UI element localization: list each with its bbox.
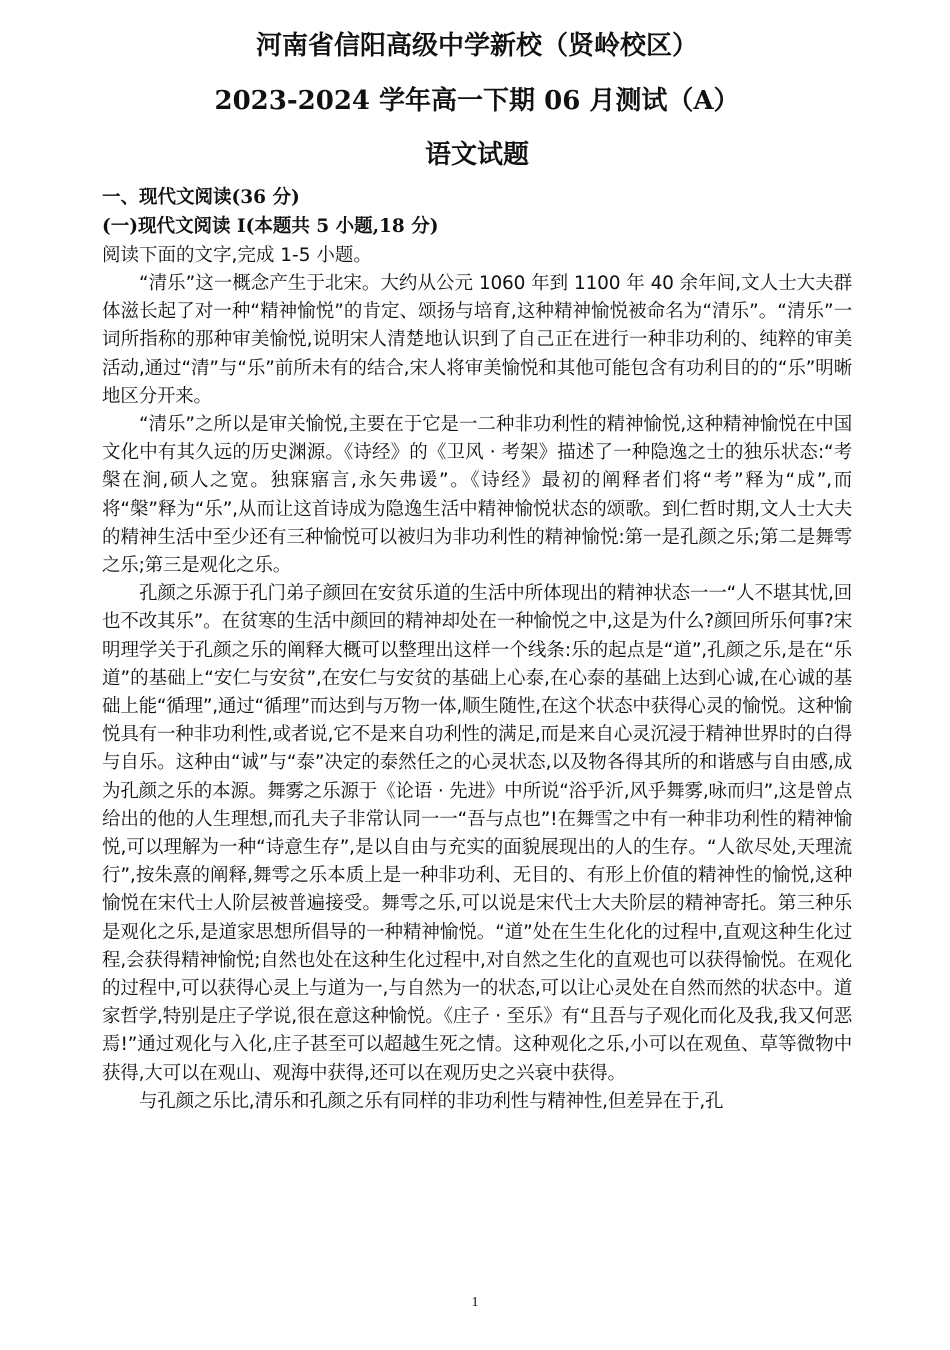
paragraph-2: “清乐”之所以是审关愉悦,主要在于它是一二种非功利性的精神愉悦,这种精神愉悦在中国文化中有其久远的历史渊源。《诗经》的《卫风 · 考架》描述了一种隐逸之士的独乐状态:“考槃在涧,硕人之宽。独寐寤言,永矢弗谖”。《诗经》最初的阐释者们将“考”释为“成”,而将“槃”释为“乐”,从而让这首诗成为隐逸生活中精神愉悦状态的颂歌。到仁哲时期,文人士大夫的精神生活中至少还有三种愉悦可以被归为非功利性的精神愉悦:第一是孔颜之乐;第二是舞雩之乐;第三是观化之乐。: [102, 414, 852, 577]
page-number: 1: [471, 1295, 479, 1310]
paragraph-4: 与孔颜之乐比,清乐和孔颜之乐有同样的非功利性与精神性,但差异在于,孔: [139, 1090, 724, 1112]
subject-title: 语文试题: [424, 140, 529, 170]
reading-instruction: 阅读下面的文字,完成 1-5 小题。: [102, 245, 372, 266]
paragraph-1: “清乐”这一概念产生于北宋。大约从公元 1060 年到 1100 年 40 余年间,文人士大夫群体滋长起了对一种“精神愉悦”的肯定、颂扬与培育,这种精神愉悦被命名为“清乐”。“清乐”一词所指称的那种审美愉悦,说明宋人清楚地认识到了自己正在进行一种非功利的、纯粹的审美活动,通过“清”与“乐”前所未有的结合,宋人将审美愉悦和其他可能包含有功利目的的“乐”明晰地区分开来。: [102, 273, 852, 407]
paragraph-3: 孔颜之乐源于孔门弟子颜回在安贫乐道的生活中所体现出的精神状态一一“人不堪其忧,回也不改其乐”。在贫寒的生活中颜回的精神却处在一种愉悦之中,这是为什么?颜回所乐何事?宋明理学关于孔颜之乐的阐释大概可以整理出这样一个线条:乐的起点是“道”,孔颜之乐,是在“乐道”的基础上“安仁与安贫”,在安仁与安贫的基础上心泰,在心泰的基础上达到心诚,在心诚的基础上能“循理”,通过“循理”而达到与万物一体,顺生随性,在这个状态中获得心灵的愉悦。这种愉悦具有一种非功利性,或者说,它不是来自功利性的满足,而是来自心灵沉浸于精神世界时的白得与自乐。这种由“诚”与“泰”决定的泰然任之的心灵状态,以及物各得其所的和谐感与自由感,成为孔颜之乐的本源。舞雾之乐源于《论语 · 先进》中所说“浴乎沂,风乎舞雾,咏而归”,这是曾点给出的他的人生理想,而孔夫子非常认同一一“吾与点也”!在舞雪之中有一种非功利性的精神愉悦,可以理解为一种“诗意生存”,是以自由与充实的面貌展现出的人的生存。“人欲尽处,天理流行”,按朱熹的阐释,舞雩之乐本质上是一种非功利、无目的、有形上价值的精神性的愉悦,这种愉悦在宋代士人阶层被普遍接受。舞雩之乐,可以说是宋代士大夫阶层的精神寄托。第三种乐是观化之乐,是道家思想所倡导的一种精神愉悦。“道”处在生生化化的过程中,直观这种生化过程,会获得精神愉悦;自然也处在这种生化过程中,对自然之生化的直观也可以获得愉悦。在观化的过程中,可以获得心灵上与道为一,与自然为一的状态,可以让心灵处在自然而然的状态中。道家哲学,特别是庄子学说,很在意这种愉悦。《庄子 · 至乐》有“且吾与子观化而化及我,我又何恶焉!”通过观化与入化,庄子甚至可以超越生死之情。这种观化之乐,小可以在观鱼、草等微物中获得,大可以在观山、观海中获得,还可以在观历史之兴衰中获得。: [102, 583, 852, 1084]
exam-title: 2023-2024 学年高一下期 06 月测试（A）: [214, 86, 740, 116]
school-title: 河南省信阳高级中学新校（贤岭校区）: [255, 31, 698, 61]
section-heading: 一、现代文阅读(36 分): [102, 187, 300, 208]
subsection-heading: (一)现代文阅读 I(本题共 5 小题,18 分): [102, 216, 439, 237]
document-page: [102, 26, 852, 1116]
